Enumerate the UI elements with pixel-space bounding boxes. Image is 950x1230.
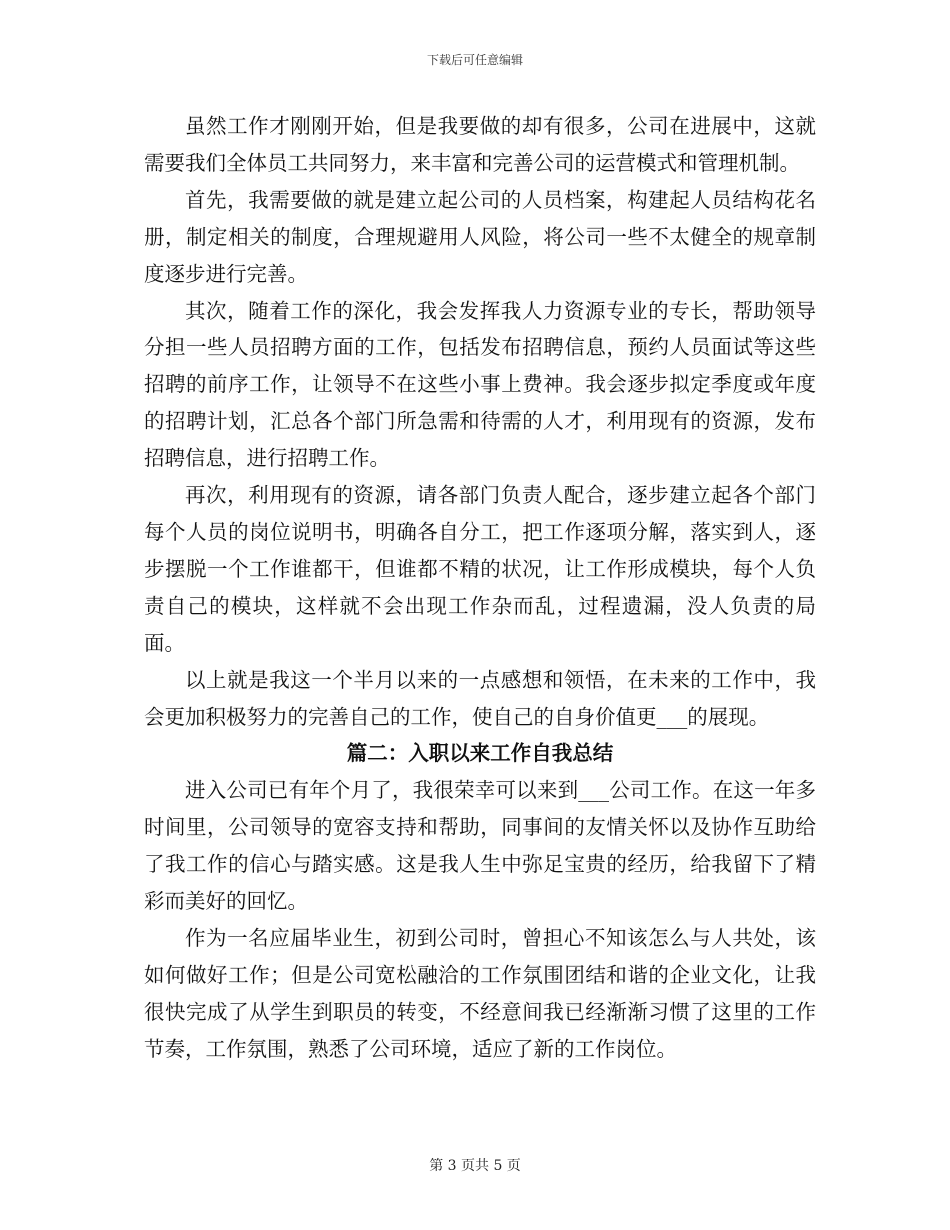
document-body bbox=[144, 108, 816, 1068]
body-paragraph: 再次，利用现有的资源，请各部门负责人配合，逐步建立起各个部门每个人员的岗位说明书，明确各自分工，把工作逐项分解，落实到人，逐步摆脱一个工作谁都干，但谁都不精的状况，让工作形成模块，每个人负责自己的模块，这样就不会出现工作杂而乱，过程遗漏，没人负责的局面。 bbox=[144, 483, 816, 655]
page-number: 第 3 页共 5 页 bbox=[429, 1158, 521, 1174]
body-paragraph: 作为一名应届毕业生，初到公司时，曾担心不知该怎么与人共处，该如何做好工作；但是公司宽松融洽的工作氛围团结和谐的企业文化，让我很快完成了从学生到职员的转变，不经意间我已经渐渐习惯了这里的工作节奏，工作氛围，熟悉了公司环境，适应了新的工作岗位。 bbox=[144, 925, 816, 1061]
body-paragraph: 其次，随着工作的深化，我会发挥我人力资源专业的专长，帮助领导分担一些人员招聘方面的工作，包括发布招聘信息，预约人员面试等这些招聘的前序工作，让领导不在这些小事上费神。我会逐步拟定季度或年度的招聘计划，汇总各个部门所急需和待需的人才，利用现有的资源，发布招聘信息，进行招聘工作。 bbox=[144, 298, 816, 471]
body-paragraph: 虽然工作才刚刚开始，但是我要做的却有很多，公司在进展中，这就需要我们全体员工共同努力，来丰富和完善公司的运营模式和管理机制。 bbox=[144, 114, 816, 175]
body-paragraph: 进入公司已有年个月了，我很荣幸可以来到___公司工作。在这一年多时间里，公司领导的宽容支持和帮助，同事间的友情关怀以及协作互助给了我工作的信心与踏实感。这是我人生中弥足宝贵的经历，给我留下了精彩而美好的回忆。 bbox=[144, 778, 816, 914]
page-header-note: 下载后可任意编辑 bbox=[426, 53, 523, 67]
section-title: 篇二：入职以来工作自我总结 bbox=[346, 741, 614, 766]
body-paragraph: 首先，我需要做的就是建立起公司的人员档案，构建起人员结构花名册，制定相关的制度，合理规避用人风险，将公司一些不太健全的规章制度逐步进行完善。 bbox=[144, 187, 816, 286]
body-paragraph: 以上就是我这一个半月以来的一点感想和领悟，在未来的工作中，我会更加积极努力的完善自己的工作，使自己的自身价值更___的展现。 bbox=[144, 667, 816, 729]
